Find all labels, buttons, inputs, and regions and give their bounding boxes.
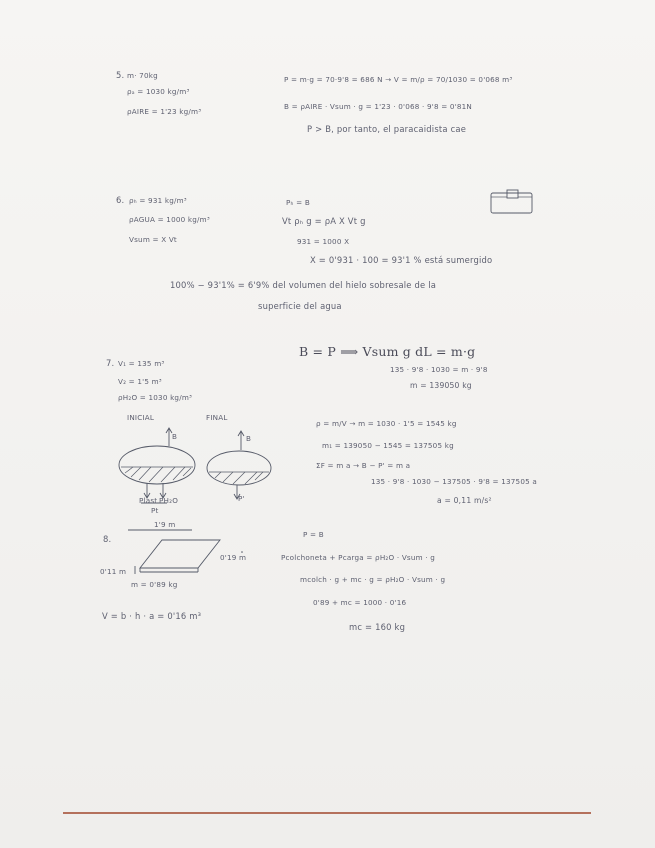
force-p-final-label: P' — [238, 494, 245, 503]
problem-6-data-water-density: ρAGUA = 1000 kg/m³ — [129, 215, 210, 224]
problem-6-eq-4: X = 0'931 · 100 = 93'1 % está sumergido — [310, 255, 493, 265]
problem-8-eq-2: Pcolchoneta + Pcarga = ρH₂O · Vsum · g — [281, 553, 436, 562]
balloon-final-sketch — [203, 428, 275, 500]
problem-6-data-submerged-volume: Vsum = X Vt — [129, 235, 177, 244]
problem-5-eq-weight-volume: P = m·g = 70·9'8 = 686 N → V = m/ρ = 70/1030 = 0'068 m³ — [284, 75, 513, 84]
problem-8-volume: V = b · h · a = 0'16 m³ — [102, 611, 202, 621]
ice-cube — [507, 190, 518, 198]
problem-6-result-line-1: 100% − 93'1% = 6'9% del volumen del hielo sobresale de la — [170, 280, 437, 290]
dimension-height: 0'11 m — [100, 567, 127, 576]
problem-8-eq-5: mc = 160 kg — [349, 622, 406, 632]
label-initial: INICIAL — [127, 413, 155, 422]
ink-dot — [241, 551, 243, 553]
problem-5-eq-buoyancy: B = ρAIRE · Vsum · g = 1'23 · 0'068 · 9'8 = 0'81N — [284, 102, 472, 111]
problem-7-eq-sub-2: m = 139050 kg — [410, 381, 472, 390]
water-container — [491, 193, 532, 213]
dimension-width: 0'19 m — [220, 553, 247, 562]
mattress-sketch — [124, 528, 247, 578]
problem-7-eq-values: 135 · 9'8 · 1030 − 137505 · 9'8 = 137505 a — [371, 477, 537, 486]
problem-8-eq-4: 0'89 + mc = 1000 · 0'16 — [313, 598, 407, 607]
problem-6-number: 6. — [116, 195, 125, 205]
problem-6-eq-1: Pₕ = B — [286, 198, 310, 207]
problem-7-data-v1: V₁ = 135 m³ — [118, 359, 165, 368]
problem-8-number: 8. — [103, 534, 112, 544]
problem-7-number: 7. — [106, 358, 115, 368]
problem-5-data-mass: m· 70kg — [127, 71, 158, 80]
force-b-final-label: B — [246, 434, 252, 443]
problem-6-data-ice-density: ρₕ = 931 kg/m³ — [129, 196, 187, 205]
problem-7-data-v2: V₂ = 1'5 m³ — [118, 377, 162, 386]
problem-5-data-air-density: ρAIRE = 1'23 kg/m³ — [127, 107, 202, 116]
force-b-initial-label: B — [172, 432, 178, 441]
force-p2-label: PH₂O — [159, 496, 179, 505]
problem-6-eq-3: 931 = 1000 X — [297, 237, 350, 246]
dimension-length: 1'9 m — [154, 520, 176, 529]
problem-5-number: 5. — [116, 70, 125, 80]
problem-8-eq-3: mcolch · g + mc · g = ρH₂O · Vsum · g — [300, 575, 446, 584]
page-bottom-rule — [63, 812, 591, 814]
balloon-final-body — [207, 451, 271, 485]
ice-block-sketch — [490, 188, 534, 214]
problem-7-eq-result: a = 0,11 m/s² — [437, 496, 492, 505]
problem-7-data-density: ρH₂O = 1030 kg/m³ — [118, 393, 193, 402]
problem-7-eq-density: ρ = m/V → m = 1030 · 1'5 = 1545 kg — [316, 419, 457, 428]
force-p1-label: Plast — [139, 496, 158, 505]
problem-8-eq-1: P = B — [303, 530, 324, 539]
problem-5-conclusion: P > B, por tanto, el paracaidista cae — [307, 124, 467, 134]
problem-5-data-density: ρₐ = 1030 kg/m³ — [127, 87, 190, 96]
force-pt-label: Pt — [151, 506, 159, 515]
problem-6-result-line-2: superficie del agua — [258, 301, 342, 311]
problem-7-eq-sum: ΣF = m a → B − P' = m a — [316, 461, 411, 470]
problem-7-eq-sub-1: 135 · 9'8 · 1030 = m · 9'8 — [390, 365, 488, 374]
mattress-top-face — [140, 540, 220, 568]
problem-6-eq-2: Vt ρₕ g = ρA X Vt g — [282, 216, 366, 226]
problem-7-eq-main: B = P ⟹ Vsum g dL = m·g — [299, 344, 476, 359]
problem-7-eq-mass: m₁ = 139050 − 1545 = 137505 kg — [322, 441, 454, 450]
problem-8-mass: m = 0'89 kg — [131, 580, 178, 589]
label-final: FINAL — [206, 413, 228, 422]
balloon-initial-body — [119, 446, 195, 484]
